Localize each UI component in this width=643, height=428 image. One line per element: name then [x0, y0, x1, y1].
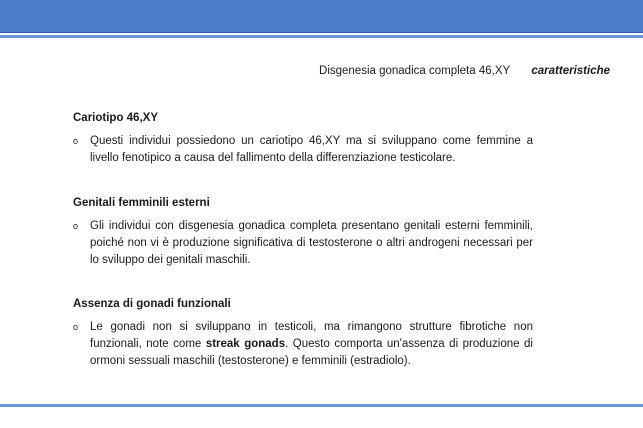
bullet-icon: o — [73, 322, 79, 332]
slide-title: Disgenesia gonadica completa 46,XY — [319, 65, 511, 77]
section-cariotipo — [73, 111, 533, 167]
slide-tag: caratteristiche — [531, 65, 610, 77]
bullet-text: Gli individui con disgenesia gonadica completa presentano genitali esterni femminili, poiché non vi è produzione significativa di testosterone o altri androgeni necessari per lo sviluppo dei genitali maschili. — [90, 220, 533, 266]
bullet-text-part: . Questo comporta un'assenza di produzione di ormoni sessuali maschili (testosterone) e femminili (estradiolo). — [90, 338, 533, 367]
bullet-text: Questi individui possiedono un cariotipo 46,XY ma si sviluppano come femmine a livello fenotipico a causa del fallimento della differenziazione testicolare. — [90, 135, 533, 164]
bullet-icon: o — [73, 136, 79, 146]
top-header-band — [0, 0, 643, 33]
section-heading: Cariotipo 46,XY — [73, 112, 158, 124]
section-heading: Genitali femminili esterni — [73, 197, 210, 209]
bottom-divider — [0, 404, 643, 407]
bullet-item — [73, 218, 533, 269]
bullet-icon: o — [73, 221, 79, 231]
bullet-item — [73, 319, 533, 370]
section-heading: Assenza di gonadi funzionali — [73, 298, 231, 310]
bullet-item — [73, 133, 533, 167]
section-gonadi — [73, 297, 533, 370]
section-genitali — [73, 196, 533, 269]
bullet-text-part: Le gonadi non si sviluppano in testicoli, ma rimangono strutture fibrotiche non funzionali, note come — [90, 321, 533, 350]
bullet-text — [90, 319, 533, 370]
slide-header — [0, 65, 610, 77]
top-divider — [0, 35, 643, 38]
bold-term: streak gonads — [205, 338, 286, 350]
